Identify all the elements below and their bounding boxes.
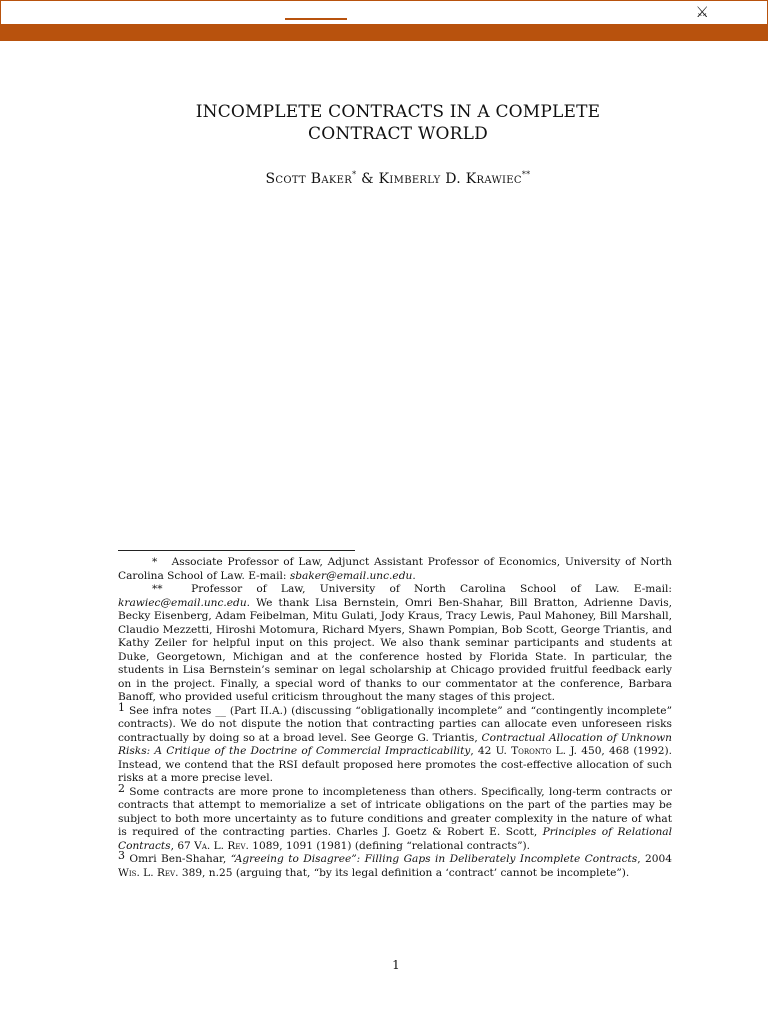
footnote-2 bbox=[118, 781, 673, 854]
footnote-2-text-a: Some contracts are more prone to incompleteness than others. Specifically, long-term contracts or contracts that attempt to memorialize a set of intricate obligations on the part of the parties may be subject to both more uncertainty as to future conditions and greater complexity in the nature of what is required of the contracting parties. Charles J. Goetz & Robert E. Scott, bbox=[118, 785, 672, 838]
footnote-star-1-text: Associate Professor of Law, Adjunct Assistant Professor of Economics, University of North Carolina School of Law. E-mail: bbox=[118, 556, 672, 582]
footnote-2-citation-title: Principles of Relational Contracts bbox=[118, 826, 673, 852]
footnote-2-text-c: 1089, 1091 (1981) (defining “relational contracts”). bbox=[248, 839, 531, 852]
footnote-3-number: 3 bbox=[118, 849, 125, 862]
footnote-1-text-a: See infra notes __ (Part II.A.) (discussing “obligationally incomplete” and “contingently incomplete” contracts). We do not dispute the notion that contracting parties can allocate even unforeseen risks contractually by doing so at a broad level. See George G. Triantis, bbox=[118, 704, 672, 744]
footnote-3-text-c: 389, n.25 (arguing that, “by its legal definition a ‘contract’ cannot be incomplete”). bbox=[178, 866, 630, 879]
footnote-1-text-c: L. J. 450, 468 (1992). Instead, we contend that the RSI default proposed here promotes the cost-effective allocation of such risks at a more precise level. bbox=[118, 745, 672, 784]
footnote-3-journal: Wis. L. Rev. bbox=[118, 866, 179, 879]
email-sbaker: sbaker@email.unc.edu bbox=[289, 569, 413, 582]
footnote-3-citation-title: “Agreeing to Disagree”: Filling Gaps in Deliberately Incomplete Contracts bbox=[230, 853, 638, 865]
footnote-1-number: 1 bbox=[118, 700, 125, 714]
footnote-star-2-rest: . We thank Lisa Bernstein, Omri Ben-Shahar, Bill Bratton, Adrienne Davis, Becky Eisenberg, Adam Feibelman, Mitu Gulati, Jody Kraus, Tracy Lewis, Paul Mahoney, Bill Marshall, Claudio Mezzetti, Hiroshi Motomura, Richard Myers, Shawn Pompian, Bob Scott, George Triantis, and Kathy Zeiler for helpful input on this project. We also thank seminar participants and students at Duke, Georgetown, Michigan and at the conference hosted by Florida State. In particular, the students in Lisa Bernstein’s seminar on legal scholarship at Chicago provided fruitful feedback early on in the project. Finally, a special word of thanks to our commentator at the conference, Barbara Banoff, who provided useful criticism throughout the many stages of this project. bbox=[118, 596, 672, 703]
author-1: Scott Baker bbox=[265, 171, 353, 187]
title-line-1: INCOMPLETE CONTRACTS IN A COMPLETE bbox=[195, 102, 601, 122]
footnote-1-citation-title: Contractual Allocation of Unknown Risks: A Critique of the Doctrine of Commercial Impracticability bbox=[118, 731, 672, 757]
footnote-2-text-b: , 67 bbox=[170, 839, 195, 852]
author-line bbox=[0, 166, 768, 188]
footnote-star-2 bbox=[118, 583, 672, 705]
library-logo-icon: ⚔ bbox=[695, 3, 709, 21]
author-2-mark: ** bbox=[521, 170, 531, 179]
footnote-star-1-end: . bbox=[412, 569, 416, 582]
footnote-star-1 bbox=[118, 556, 672, 583]
footnote-2-journal: Va. L. Rev. bbox=[194, 839, 249, 852]
footnote-star-1-marker: * bbox=[152, 556, 158, 568]
footnote-3 bbox=[118, 849, 672, 880]
footnote-star-2-marker: ** bbox=[152, 583, 163, 595]
footnote-separator bbox=[118, 550, 355, 551]
top-toolbar bbox=[0, 0, 768, 24]
footnote-3-text-b: , 2004 bbox=[637, 853, 672, 865]
author-2: Kimberly D. Krawiec bbox=[378, 171, 522, 187]
author-1-mark: * bbox=[352, 170, 357, 179]
header-underline-mark bbox=[285, 18, 347, 20]
footnote-star-2-text: Professor of Law, University of North Carolina School of Law. E-mail: bbox=[191, 583, 672, 595]
footnote-3-text-a: Omri Ben-Shahar, bbox=[125, 853, 231, 865]
email-krawiec: krawiec@email.unc.edu bbox=[118, 596, 247, 609]
title-line-2: CONTRACT WORLD bbox=[308, 124, 488, 144]
footnote-2-number: 2 bbox=[118, 781, 125, 795]
paper-title bbox=[0, 101, 768, 145]
header-band bbox=[0, 24, 768, 41]
footnotes bbox=[118, 556, 672, 880]
footnote-1 bbox=[118, 700, 672, 786]
author-joiner: & bbox=[356, 171, 379, 187]
footnote-1-text-b: , 42 U. bbox=[470, 745, 512, 757]
page-number: 1 bbox=[392, 958, 400, 972]
footnote-1-journal: Toronto bbox=[511, 745, 552, 757]
